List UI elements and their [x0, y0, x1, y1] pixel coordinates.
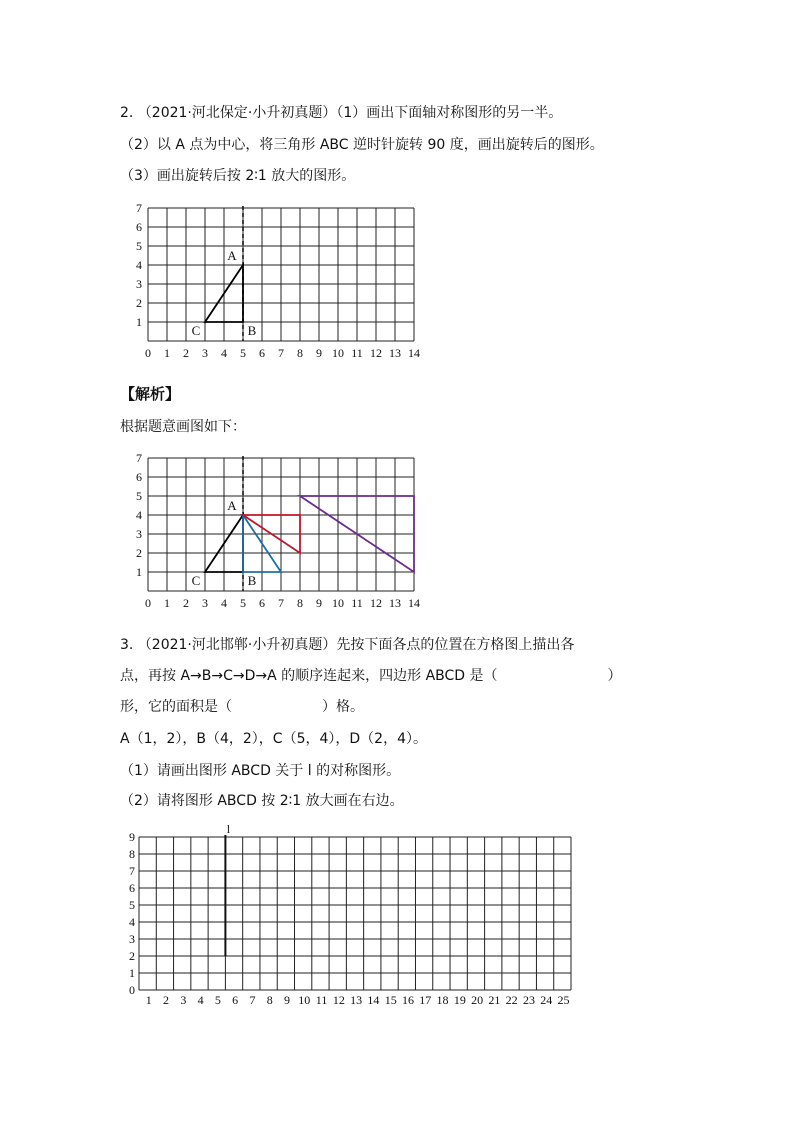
grid2-ytick: 7 [136, 451, 142, 465]
grid2-xtick: 4 [221, 596, 227, 610]
grid3-axis-label: l [226, 822, 231, 836]
grid1-xtick: 5 [240, 346, 246, 360]
q3-line1: 3. （2021·河北邯郸·小升初真题）先按下面各点的位置在方格图上描出各 [120, 637, 575, 653]
grid1-ytick: 1 [136, 315, 142, 329]
grid1-xtick: 4 [221, 346, 227, 360]
grid2-label-c: C [191, 573, 201, 588]
grid3-ytick: 6 [129, 881, 135, 895]
grid3-xtick: 14 [367, 993, 380, 1007]
grid3-ytick: 7 [129, 864, 135, 878]
q3-line3-text: 形，它的面积是（ [120, 699, 232, 715]
grid2-ytick: 5 [136, 489, 142, 503]
grid1-xtick: 13 [389, 346, 401, 360]
grid3-xtick: 16 [401, 993, 414, 1007]
grid3-xtick: 8 [266, 993, 273, 1007]
grid3-xtick: 23 [522, 993, 535, 1007]
grid2-xtick: 8 [297, 596, 303, 610]
grid2-xtick: 14 [408, 596, 420, 610]
grid2-ytick: 3 [136, 527, 142, 541]
grid1-xtick: 12 [370, 346, 382, 360]
grid2-xtick: 9 [316, 596, 322, 610]
grid2-ytick: 1 [136, 565, 142, 579]
analysis-text: 根据题意画图如下： [120, 419, 246, 435]
grid3-xtick: 9 [284, 993, 291, 1007]
grid3-xtick: 1 [145, 993, 152, 1007]
grid3-ytick: 4 [129, 915, 135, 929]
grid1-ytick: 7 [136, 201, 142, 215]
grid3-ytick: 5 [129, 898, 135, 912]
q2-line3: （3）画出旋转后按 2∶1 放大的图形。 [120, 168, 356, 184]
grid3-xtick: 25 [557, 993, 570, 1007]
grid3-xtick: 13 [350, 993, 363, 1007]
grid3-xtick: 19 [453, 993, 466, 1007]
grid2-xtick: 11 [351, 596, 363, 610]
grid1-label-a: A [227, 248, 237, 263]
grid2-xtick: 6 [259, 596, 265, 610]
q2-line1: 2. （2021·河北保定·小升初真题）（1）画出下面轴对称图形的另一半。 [120, 105, 563, 121]
grid1-xtick: 10 [332, 346, 344, 360]
q3-line6: （2）请将图形 ABCD 按 2∶1 放大画在右边。 [120, 793, 404, 809]
grid2-ytick: 4 [136, 508, 142, 522]
q2-line2: （2）以 A 点为中心，将三角形 ABC 逆时针旋转 90 度，画出旋转后的图形。 [120, 137, 604, 153]
grid3-xtick: 21 [488, 993, 501, 1007]
grid2-xtick: 1 [164, 596, 170, 610]
grid3-ytick: 9 [129, 830, 135, 844]
q3-line2-close: ） [607, 668, 622, 684]
grid1-xtick: 7 [278, 346, 284, 360]
grid3-xtick: 12 [332, 993, 345, 1007]
grid1-xtick: 6 [259, 346, 265, 360]
q3-line4: A（1，2），B（4，2），C（5，4），D（2，4）。 [120, 731, 427, 747]
grid2-xtick: 3 [202, 596, 208, 610]
grid3-xtick: 22 [505, 993, 518, 1007]
grid1-xtick: 2 [183, 346, 189, 360]
grid3-ytick: 2 [129, 949, 135, 963]
grid3-xtick: 24 [540, 993, 553, 1007]
grid3-xtick: 10 [298, 993, 311, 1007]
grid1-xtick: 3 [202, 346, 208, 360]
grid1-grid [136, 201, 420, 360]
grid1-xtick: 11 [351, 346, 363, 360]
grid3-xtick: 5 [214, 993, 221, 1007]
grid1-label-b: B [247, 323, 257, 338]
grid3-xtick: 4 [197, 993, 204, 1007]
grid2-grid [136, 451, 420, 610]
grid2-label-a: A [227, 498, 237, 513]
grid1-xtick: 1 [164, 346, 170, 360]
grid2-label-b: B [247, 573, 257, 588]
grid1-xtick: 9 [316, 346, 322, 360]
grid1-ytick: 3 [136, 277, 142, 291]
grid3-xtick: 15 [384, 993, 397, 1007]
grid2-ytick: 2 [136, 546, 142, 560]
q3-line3-close: ）格。 [322, 699, 364, 715]
grid2-xtick: 7 [278, 596, 284, 610]
grid3-xtick: 6 [232, 993, 239, 1007]
grid2-xtick: 10 [332, 596, 344, 610]
grid2-ytick: 6 [136, 470, 142, 484]
grid3-xtick: 11 [315, 993, 328, 1007]
grid1-label-c: C [191, 323, 201, 338]
grid3-ytick: 1 [129, 966, 135, 980]
q3-line5: （1）请画出图形 ABCD 关于 l 的对称图形。 [120, 763, 401, 779]
grid1-ytick: 5 [136, 239, 142, 253]
grid1-xtick: 8 [297, 346, 303, 360]
grid3-xtick: 2 [163, 993, 170, 1007]
grid2-xtick: 12 [370, 596, 382, 610]
grid2-xtick: 5 [240, 596, 246, 610]
grid3-xtick: 17 [419, 993, 432, 1007]
grid3-ytick: 0 [129, 983, 135, 997]
grid3-grid [129, 822, 571, 1007]
grid1-xtick: 0 [145, 346, 151, 360]
analysis-title: 【解析】 [120, 385, 181, 403]
grid3-xtick: 18 [436, 993, 449, 1007]
grid1-ytick: 6 [136, 220, 142, 234]
grid1-ytick: 4 [136, 258, 142, 272]
grid3-xtick: 7 [249, 993, 256, 1007]
grid3-ytick: 3 [129, 932, 135, 946]
grid2-xtick: 13 [389, 596, 401, 610]
grid3-xtick: 20 [471, 993, 484, 1007]
grid2-xtick: 0 [145, 596, 151, 610]
grid3-ytick: 8 [129, 847, 135, 861]
q3-line2-text: 点，再按 A→B→C→D→A 的顺序连起来，四边形 ABCD 是（ [120, 668, 498, 684]
grid1-ytick: 2 [136, 296, 142, 310]
grid2-xtick: 2 [183, 596, 189, 610]
grid3-xtick: 3 [180, 993, 187, 1007]
grid1-xtick: 14 [408, 346, 420, 360]
